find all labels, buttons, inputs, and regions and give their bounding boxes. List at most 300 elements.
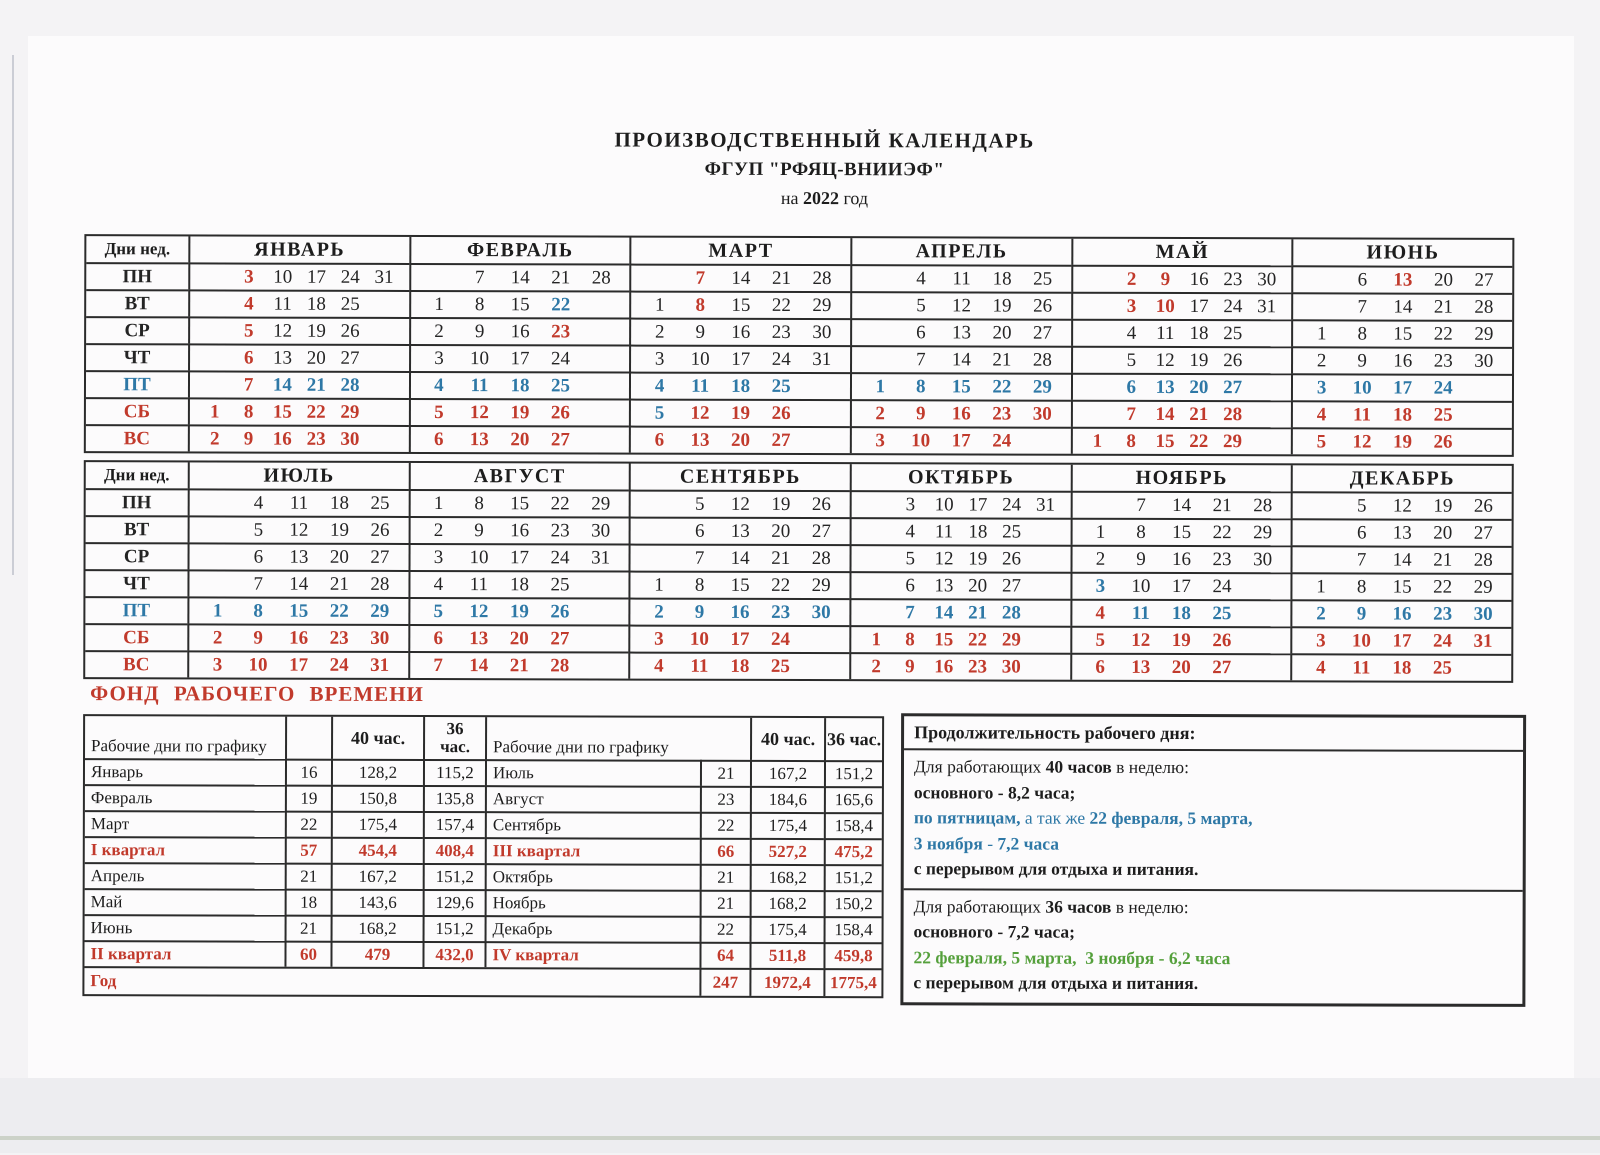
calendar-day: 20 — [299, 347, 333, 369]
fund-month-label: Март — [85, 810, 285, 837]
calendar-day: 27 — [1022, 322, 1063, 344]
calendar-day: 12 — [680, 402, 721, 424]
fund-days-value: 21 — [285, 863, 331, 889]
calendar-day: 7 — [1341, 549, 1382, 571]
month-week-row — [1070, 599, 1291, 627]
calendar-day: 5 — [901, 295, 942, 317]
calendar-day: 14 — [500, 267, 541, 289]
calendar-day: 23 — [540, 321, 581, 343]
calendar-day: 15 — [927, 629, 961, 651]
calendar-day: 19 — [982, 295, 1023, 317]
calendar-day: 3 — [893, 494, 927, 516]
month-week-row — [188, 316, 409, 344]
calendar-day: 14 — [941, 349, 982, 371]
calendar-day: 3 — [232, 266, 266, 288]
month-week-row — [629, 318, 850, 346]
calendar-day: 30 — [1022, 403, 1063, 425]
calendar-day: 14 — [721, 267, 762, 289]
fund-days-value: 21 — [285, 915, 331, 941]
fund-40h-value: 143,6 — [331, 889, 423, 915]
calendar-day: 6 — [418, 429, 459, 451]
month-week-row — [1070, 427, 1291, 455]
calendar-day: 8 — [1121, 521, 1162, 543]
calendar-day: 9 — [900, 403, 941, 425]
month-week-row — [850, 426, 1071, 454]
info-text-segment: 22 февраля, 5 марта, 3 ноября - 6,2 часа — [913, 947, 1230, 968]
fund-36h-value: 459,8 — [823, 942, 881, 968]
calendar-day: 13 — [279, 546, 320, 568]
calendar-day: 8 — [900, 376, 941, 398]
month-week-row — [629, 625, 850, 653]
calendar-day: 23 — [1422, 603, 1463, 625]
fund-40h-value: 150,8 — [331, 785, 423, 811]
weekday-label: ПТ — [85, 596, 187, 623]
month-week-row — [1070, 626, 1291, 654]
info-text-segment: - — [983, 833, 998, 853]
calendar-day: 3 — [639, 348, 680, 370]
month-week-row — [1291, 373, 1512, 401]
calendar-day: 13 — [266, 347, 300, 369]
month-week-row — [409, 371, 630, 399]
calendar-day: 7 — [232, 374, 266, 396]
calendar-day: 16 — [1382, 350, 1423, 372]
calendar-day: 17 — [500, 348, 541, 370]
calendar-day: 2 — [1115, 268, 1149, 290]
calendar-day: 14 — [1161, 494, 1202, 516]
workday-duration-box — [900, 713, 1526, 1006]
calendar-day: 29 — [580, 493, 621, 515]
calendar-day: 18 — [1382, 404, 1423, 426]
calendar-day: 24 — [1216, 296, 1250, 318]
month-week-row — [1070, 518, 1291, 546]
fund-year-40h-value: 1972,4 — [749, 968, 823, 996]
month-week-row — [850, 490, 1071, 518]
month-week-row — [1291, 626, 1512, 654]
info-text-segment: основного - 7,2 часа; — [914, 921, 1076, 941]
month-header: АВГУСТ — [408, 463, 629, 490]
fund-40h-value: 184,6 — [750, 786, 824, 812]
fund-36h-value: 475,2 — [824, 838, 882, 864]
info-text-segment: 7,2 часа — [997, 833, 1059, 853]
calendar-day: 21 — [299, 374, 333, 396]
info-line — [913, 945, 1512, 972]
calendar-day: 27 — [1201, 657, 1242, 679]
calendar-day: 10 — [266, 266, 300, 288]
calendar-day: 19 — [500, 402, 541, 424]
calendar-day: 7 — [680, 267, 721, 289]
calendar-day: 14 — [927, 602, 961, 624]
calendar-day: 21 — [1422, 549, 1463, 571]
fund-days-value: 18 — [285, 889, 331, 915]
month-week-row — [187, 623, 408, 651]
calendar-day: 10 — [1148, 295, 1182, 317]
calendar-day: 9 — [1121, 548, 1162, 570]
month-week-row — [409, 290, 630, 318]
calendar-day: 26 — [761, 402, 802, 424]
month-week-row — [1070, 545, 1291, 573]
calendar-day: 20 — [720, 429, 761, 451]
info-line — [914, 805, 1513, 832]
calendar-day: 27 — [1464, 269, 1505, 291]
month-week-row — [188, 424, 409, 452]
calendar-day: 1 — [1301, 323, 1342, 345]
calendar-day: 9 — [1148, 268, 1182, 290]
fund-36h-value: 151,2 — [423, 863, 485, 889]
month-week-row — [188, 488, 409, 516]
calendar-day: 11 — [1148, 322, 1182, 344]
fund-40h-value: 167,2 — [331, 863, 423, 889]
calendar-day: 8 — [1114, 430, 1148, 452]
calendar-day: 25 — [333, 293, 367, 315]
fund-month-label: I квартал — [85, 836, 285, 863]
month-week-row — [850, 399, 1071, 427]
calendar-day: 15 — [265, 401, 299, 423]
calendar-day: 5 — [419, 402, 460, 424]
month-week-row — [629, 571, 850, 599]
calendar-day: 24 — [540, 348, 581, 370]
month-week-row — [408, 489, 629, 517]
fund-month-label: III квартал — [485, 837, 700, 864]
calendar-day: 31 — [1029, 494, 1063, 516]
calendar-day: 3 — [1301, 377, 1342, 399]
calendar-day: 2 — [859, 656, 893, 678]
calendar-day: 6 — [679, 520, 720, 542]
calendar-day: 18 — [1382, 657, 1423, 679]
calendar-day: 14 — [279, 573, 320, 595]
calendar-day: 11 — [266, 293, 300, 315]
month-week-row — [187, 569, 408, 597]
calendar-day: 4 — [901, 268, 942, 290]
calendar-day: 23 — [961, 656, 995, 678]
month-week-row — [1070, 653, 1291, 681]
month-week-row — [409, 398, 630, 426]
calendar-day: 21 — [499, 655, 540, 677]
month-week-row — [1291, 346, 1512, 374]
month-week-row — [850, 345, 1071, 373]
calendar-day: 4 — [1080, 602, 1121, 624]
month-week-row — [408, 597, 629, 625]
calendar-table-jul-dec — [83, 460, 1514, 683]
calendar-day: 26 — [540, 601, 581, 623]
calendar-day: 31 — [1463, 630, 1504, 652]
calendar-day: 25 — [995, 521, 1029, 543]
calendar-day: 12 — [720, 493, 761, 515]
calendar-day: 22 — [299, 401, 333, 423]
fund-days-value: 21 — [700, 760, 750, 786]
month-header: АПРЕЛЬ — [850, 238, 1071, 265]
calendar-day: 6 — [418, 628, 459, 650]
month-week-row — [1071, 400, 1292, 428]
fund-month-label: Июль — [485, 759, 700, 786]
calendar-day: 23 — [319, 627, 360, 649]
calendar-day: 12 — [266, 320, 300, 342]
fund-days-value: 22 — [285, 811, 331, 837]
calendar-day: 24 — [760, 628, 801, 650]
month-week-row — [1291, 400, 1512, 428]
calendar-day: 1 — [1301, 576, 1342, 598]
fund-days-value: 21 — [700, 864, 750, 890]
calendar-day: 19 — [299, 320, 333, 342]
calendar-day: 24 — [761, 348, 802, 370]
calendar-day: 27 — [540, 429, 581, 451]
calendar-day: 4 — [1115, 322, 1149, 344]
month-week-row — [409, 317, 630, 345]
calendar-day: 14 — [720, 547, 761, 569]
info-text-segment: в неделю: — [1112, 757, 1189, 777]
fund-days-value: 23 — [700, 786, 750, 812]
calendar-day: 9 — [459, 321, 500, 343]
weekday-label: ВТ — [86, 289, 188, 316]
calendar-day: 19 — [319, 519, 360, 541]
weekday-label: ВС — [86, 424, 188, 451]
month-week-row — [408, 425, 629, 453]
fund-40h-value: 511,8 — [749, 942, 823, 968]
month-week-row — [629, 517, 850, 545]
month-week-row — [409, 344, 630, 372]
month-week-row — [629, 291, 850, 319]
calendar-day: 17 — [499, 547, 540, 569]
calendar-day: 15 — [1382, 323, 1423, 345]
calendar-day: 6 — [901, 322, 942, 344]
fund-month-label: Сентябрь — [485, 811, 700, 838]
month-week-row — [1071, 373, 1292, 401]
calendar-day: 20 — [961, 575, 995, 597]
fund-40h-value: 168,2 — [750, 890, 824, 916]
info-line — [914, 894, 1513, 921]
calendar-day: 29 — [1216, 431, 1250, 453]
calendar-day: 26 — [1216, 350, 1250, 372]
calendar-day: 28 — [360, 573, 401, 595]
calendar-day: 7 — [679, 547, 720, 569]
calendar-day: 17 — [1182, 296, 1216, 318]
calendar-day: 8 — [893, 629, 927, 651]
info-text-segment: 3 ноября — [914, 833, 983, 853]
calendar-day: 27 — [1463, 522, 1504, 544]
calendar-day: 16 — [265, 428, 299, 450]
calendar-day: 8 — [238, 600, 279, 622]
month-week-row — [1291, 319, 1512, 347]
fund-month-label: Июнь — [85, 914, 285, 941]
weekday-label: ПН — [86, 262, 188, 289]
calendar-day: 18 — [319, 492, 360, 514]
calendar-day: 9 — [232, 428, 266, 450]
calendar-day: 6 — [639, 429, 680, 451]
calendar-day: 4 — [418, 574, 459, 596]
calendar-day: 7 — [459, 267, 500, 289]
calendar-day: 18 — [720, 375, 761, 397]
calendar-day: 22 — [1422, 576, 1463, 598]
fund-40h-value: 168,2 — [750, 864, 824, 890]
calendar-day: 25 — [1216, 323, 1250, 345]
month-week-row — [849, 571, 1070, 599]
month-header: ИЮЛЬ — [188, 462, 409, 489]
calendar-day: 8 — [679, 574, 720, 596]
calendar-day: 24 — [981, 430, 1022, 452]
fund-month-label: Декабрь — [485, 915, 700, 942]
month-week-row — [849, 598, 1070, 626]
calendar-day: 4 — [232, 293, 266, 315]
calendar-day: 9 — [1342, 350, 1383, 372]
calendar-day: 14 — [458, 655, 499, 677]
month-week-row — [1071, 292, 1292, 320]
fund-days-value: 57 — [285, 837, 331, 863]
month-week-row — [1071, 265, 1292, 293]
calendar-day: 2 — [639, 601, 680, 623]
calendar-day: 20 — [1161, 656, 1202, 678]
info-text-segment: с перерывом для отдыха и питания. — [913, 972, 1198, 993]
calendar-day: 16 — [927, 656, 961, 678]
calendar-day: 23 — [761, 321, 802, 343]
month-week-row — [629, 345, 850, 373]
fund-36h-value: 115,2 — [423, 759, 485, 785]
calendar-day: 14 — [1382, 549, 1423, 571]
fund-year-36h-value: 1775,4 — [823, 968, 881, 996]
calendar-day: 3 — [418, 547, 459, 569]
calendar-day: 20 — [1182, 377, 1216, 399]
month-week-row — [408, 570, 629, 598]
info-sections — [903, 750, 1523, 1003]
calendar-day: 4 — [639, 655, 680, 677]
calendar-day: 27 — [333, 347, 367, 369]
info-header: Продолжительность рабочего дня: — [904, 716, 1523, 752]
month-week-row — [1291, 427, 1512, 455]
fund-40h-value: 454,4 — [331, 837, 423, 863]
calendar-day: 4 — [238, 492, 279, 514]
calendar-day: 29 — [1022, 376, 1063, 398]
calendar-day: 29 — [994, 629, 1028, 651]
calendar-day: 9 — [679, 601, 720, 623]
calendar-day: 3 — [1301, 630, 1342, 652]
calendar-day: 16 — [500, 321, 541, 343]
calendar-day: 12 — [941, 295, 982, 317]
month-week-row — [1291, 572, 1512, 600]
info-text-segment: 22 февраля, 5 марта, — [1090, 808, 1253, 828]
calendar-day: 15 — [499, 493, 540, 515]
month-header: ФЕВРАЛЬ — [409, 237, 630, 264]
calendar-day: 1 — [639, 574, 680, 596]
month-header: СЕНТЯБРЬ — [629, 464, 850, 491]
month-week-row — [629, 399, 850, 427]
calendar-day: 25 — [1422, 657, 1463, 679]
calendar-day: 31 — [367, 266, 401, 288]
calendar-day: 11 — [941, 268, 982, 290]
calendar-day: 25 — [760, 655, 801, 677]
month-week-row — [850, 544, 1071, 572]
calendar-day: 8 — [459, 493, 500, 515]
calendar-day: 12 — [1120, 629, 1161, 651]
calendar-day: 22 — [319, 600, 360, 622]
calendar-day: 25 — [761, 375, 802, 397]
calendar-day: 1 — [198, 401, 232, 423]
fund-36h-value: 165,6 — [824, 786, 882, 812]
page-title: ПРОИЗВОДСТВЕННЫЙ КАЛЕНДАРЬ — [110, 126, 1540, 155]
calendar-day: 19 — [761, 493, 802, 515]
fund-36h-value: 135,8 — [423, 785, 485, 811]
calendar-day: 17 — [961, 494, 995, 516]
info-line — [914, 919, 1513, 946]
fund-36h-value: 408,4 — [423, 837, 485, 863]
calendar-day: 4 — [419, 375, 460, 397]
calendar-day: 24 — [319, 654, 360, 676]
calendar-day: 5 — [893, 548, 927, 570]
calendar-day: 28 — [802, 268, 843, 290]
month-week-row — [187, 596, 408, 624]
calendar-day: 22 — [1202, 522, 1243, 544]
calendar-day: 10 — [1342, 377, 1383, 399]
calendar-day: 3 — [1115, 295, 1149, 317]
calendar-day: 10 — [1121, 575, 1162, 597]
calendar-day: 11 — [1342, 404, 1383, 426]
calendar-day: 16 — [1182, 269, 1216, 291]
fund-36h-value: 151,2 — [423, 915, 485, 941]
calendar-day: 6 — [1341, 522, 1382, 544]
weekday-label: ЧТ — [86, 343, 188, 370]
calendar-day: 14 — [1383, 296, 1424, 318]
calendar-day: 8 — [459, 294, 500, 316]
info-line — [914, 754, 1513, 781]
calendar-day: 13 — [1383, 269, 1424, 291]
fund-days-value: 22 — [700, 812, 750, 838]
calendar-day: 5 — [232, 320, 266, 342]
fund-40h-value: 167,2 — [750, 760, 824, 786]
calendar-day: 28 — [801, 548, 842, 570]
calendar-day: 11 — [680, 375, 721, 397]
month-week-row — [850, 291, 1071, 319]
calendar-day: 30 — [333, 428, 367, 450]
info-section — [903, 890, 1522, 1004]
month-week-row — [408, 543, 629, 571]
calendar-day: 5 — [680, 493, 721, 515]
calendar-day: 31 — [1250, 296, 1284, 318]
calendar-day: 20 — [319, 546, 360, 568]
calendar-day: 18 — [500, 375, 541, 397]
month-week-row — [850, 517, 1071, 545]
info-text-segment: 36 часов — [1045, 896, 1111, 916]
calendar-day: 9 — [893, 656, 927, 678]
weekday-label: СБ — [86, 397, 188, 424]
fund-col-header-label: Рабочие дни по графику — [85, 716, 285, 759]
fund-days-value: 21 — [700, 890, 750, 916]
calendar-day: 2 — [860, 403, 901, 425]
calendar-day: 29 — [333, 401, 367, 423]
calendar-day: 28 — [1216, 404, 1250, 426]
fund-year-label: Год — [84, 966, 699, 996]
calendar-day: 27 — [801, 521, 842, 543]
calendar-day: 1 — [640, 294, 681, 316]
weekday-column-header: Дни нед. — [86, 462, 188, 488]
calendar-day: 20 — [500, 429, 541, 451]
weekday-label: ПН — [86, 488, 188, 515]
fund-40h-value: 175,4 — [750, 916, 824, 942]
month-week-row — [1291, 292, 1512, 320]
calendar-day: 12 — [459, 402, 500, 424]
fund-col-header-40h: 40 час. — [750, 718, 824, 760]
calendar-day: 15 — [278, 600, 319, 622]
calendar-day: 28 — [581, 267, 622, 289]
fund-36h-value: 158,4 — [824, 812, 882, 838]
calendar-day: 16 — [1161, 548, 1202, 570]
info-text-segment: в неделю: — [1111, 896, 1188, 916]
calendar-day: 28 — [333, 374, 367, 396]
calendar-day: 19 — [499, 601, 540, 623]
month-week-row — [629, 652, 850, 680]
calendar-day: 12 — [1148, 349, 1182, 371]
calendar-day: 2 — [197, 627, 238, 649]
calendar-day: 18 — [1182, 323, 1216, 345]
fund-36h-value: 432,0 — [422, 941, 484, 967]
calendar-day: 11 — [1341, 657, 1382, 679]
month-week-row — [850, 372, 1071, 400]
